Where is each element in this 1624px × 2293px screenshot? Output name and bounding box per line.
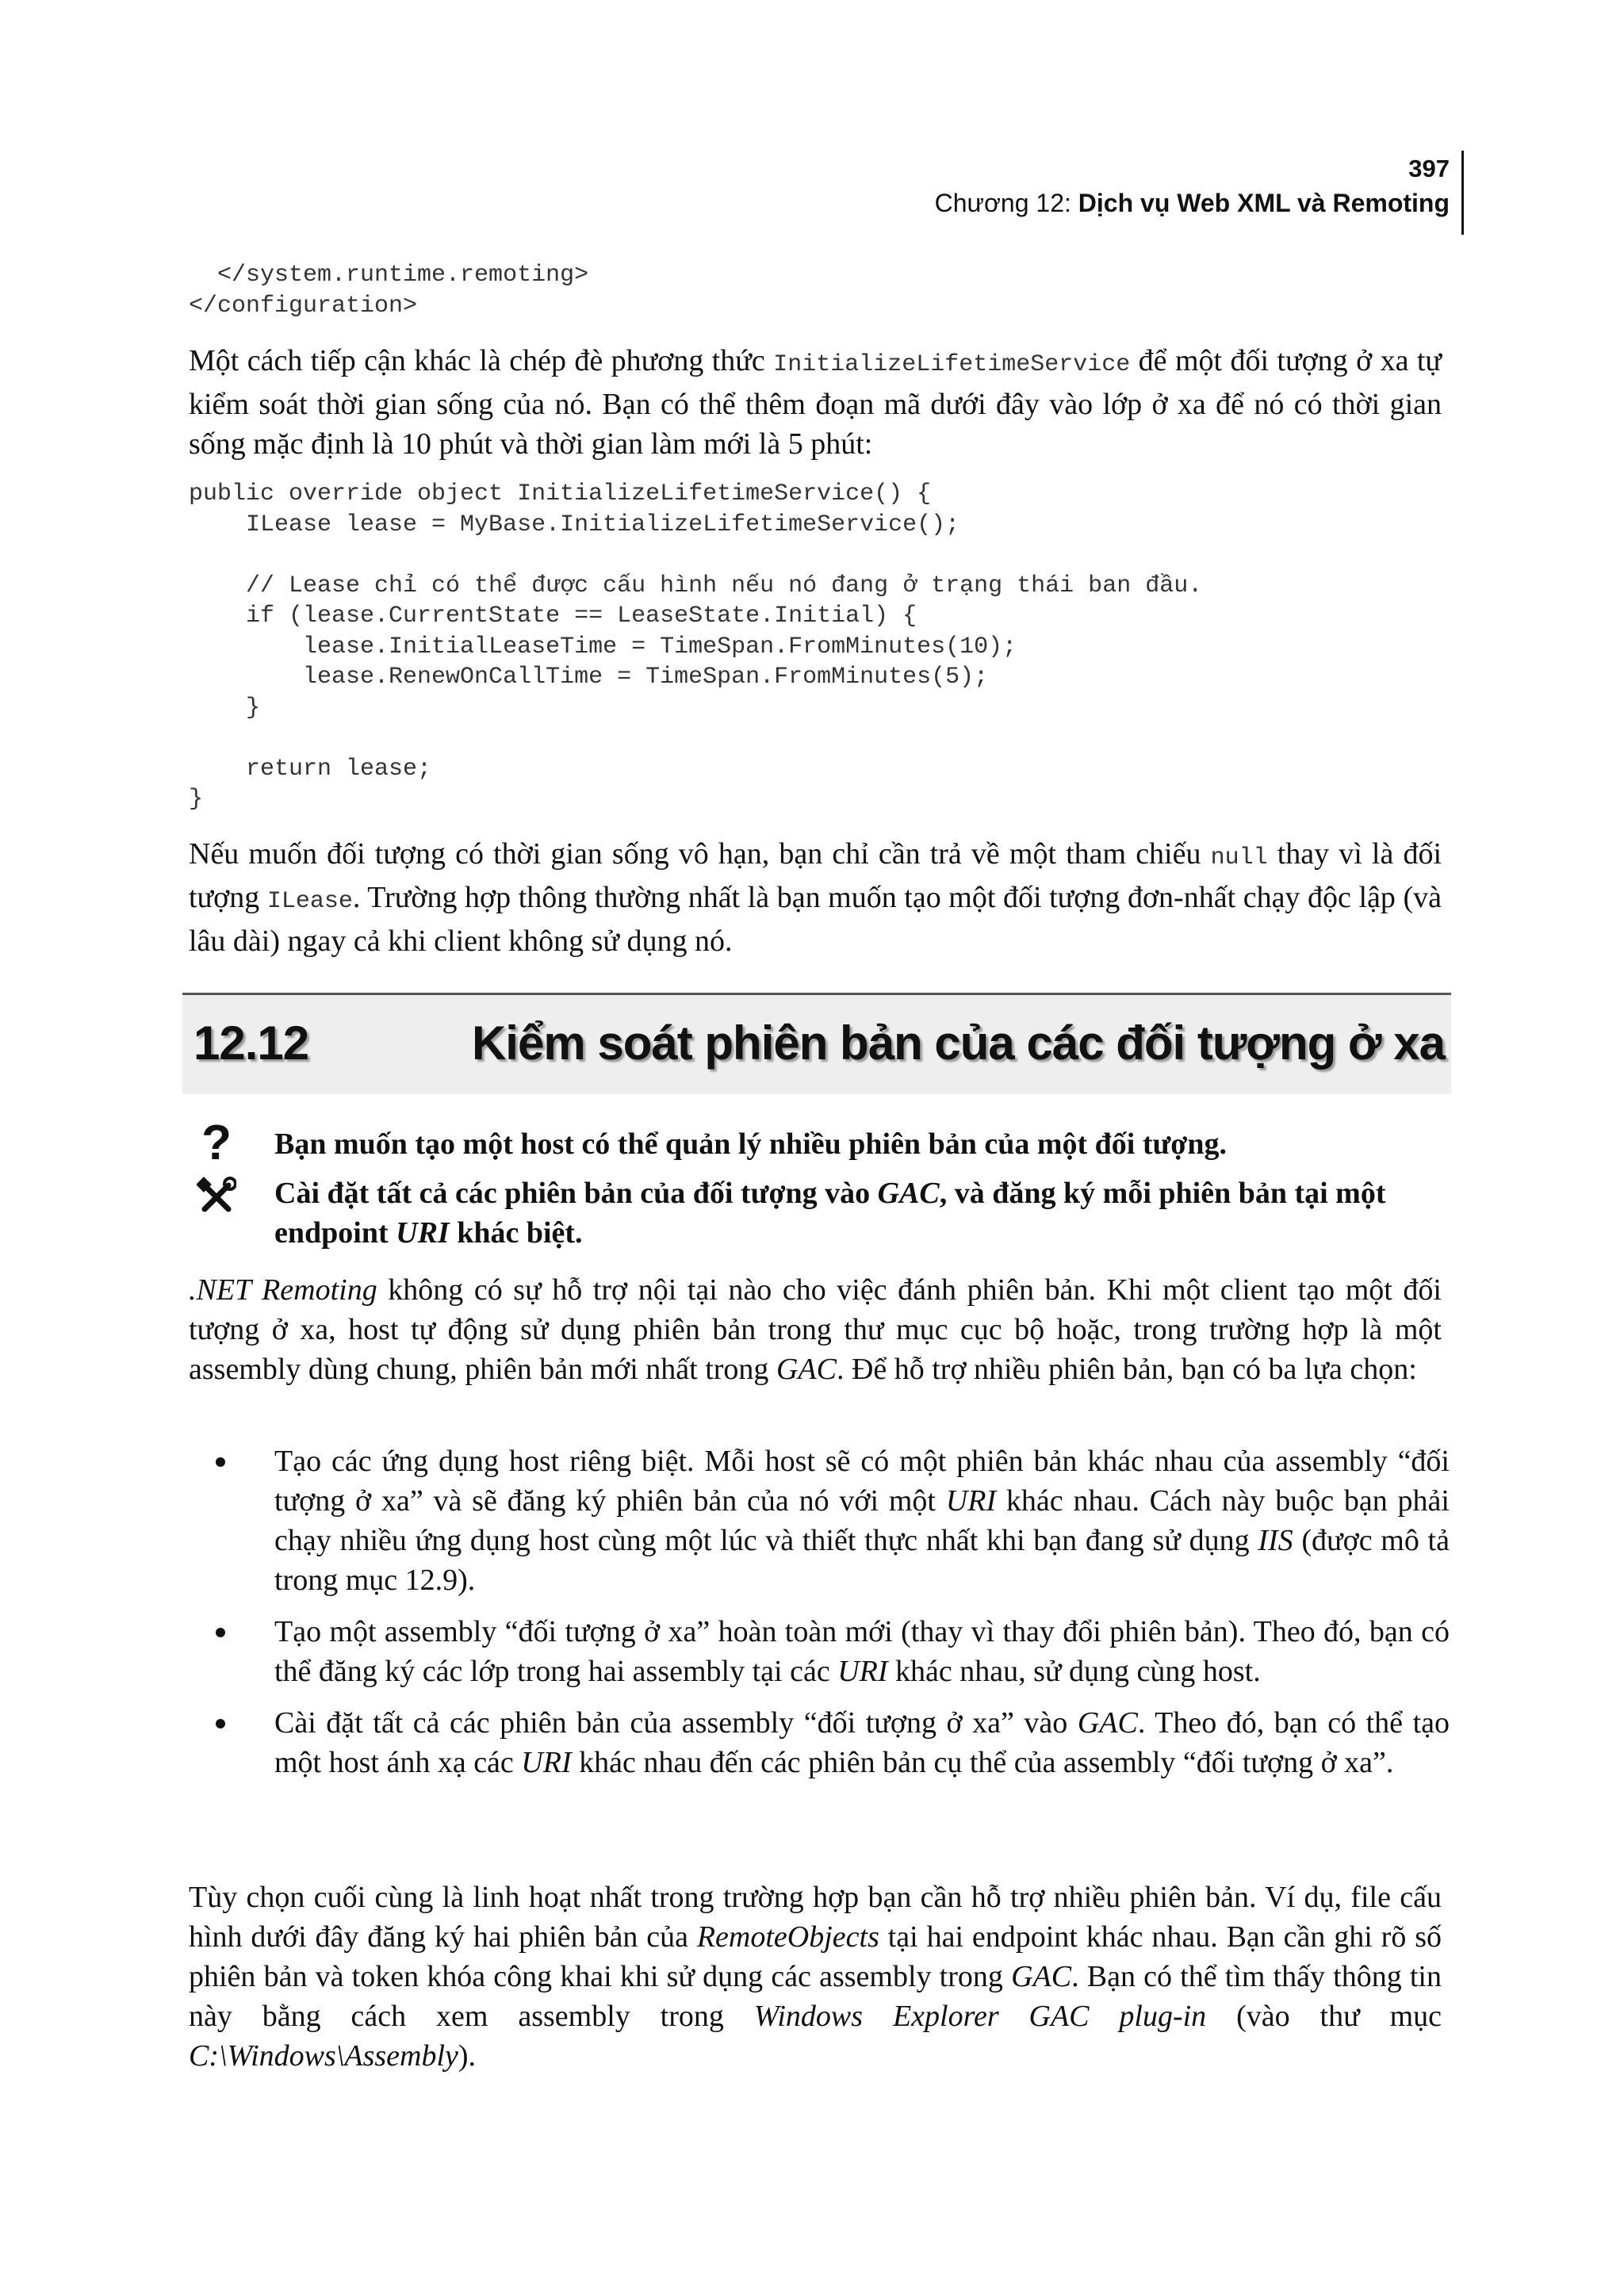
list-item: Tạo các ứng dụng host riêng biệt. Mỗi host sẽ có một phiên bản khác nhau của assembly “đối tượng ở xa” và sẽ đăng ký phiên bản của nó với một URI khác nhau. Cách này buộc bạn phải chạy nhiều ứng dụng host cùng một lúc và thiết thực nhất khi bạn đang sử dụng IIS (được mô tả trong mục 12.9).: [189, 1441, 1450, 1600]
options-list: [189, 1441, 1450, 1794]
problem-statement: ? Bạn muốn tạo một host có thể quản lý nhiều phiên bản của một đối tượng.: [189, 1124, 1450, 1164]
code-block-lifetime-service: public override object InitializeLifetimeService() { ILease lease = MyBase.InitializeLifetimeService(); // Lease chỉ có thể được cấu hình nếu nó đang ở trạng thái ban đầu. if (lease.CurrentState == LeaseState.Initial) { lease.InitialLeaseTime = TimeSpan.FromMinutes(10); lease.RenewOnCallTime = TimeSpan.FromMinutes(5); } return lease; }: [189, 480, 1203, 813]
solution-statement: Cài đặt tất cả các phiên bản của đối tượng vào GAC, và đăng ký mỗi phiên bản tại một endpoint URI khác biệt.: [189, 1173, 1450, 1253]
svg-text:?: ?: [201, 1121, 232, 1166]
paragraph-override-lifetime: Một cách tiếp cận khác là chép đè phương thức InitializeLifetimeService để một đối tượng ở xa tự kiểm soát thời gian sống của nó. Bạn có thể thêm đoạn mã dưới đây vào lớp ở xa để nó có thời gian sống mặc định là 10 phút và thời gian làm mới là 5 phút:: [189, 344, 1442, 461]
paragraph-last-option: Tùy chọn cuối cùng là linh hoạt nhất trong trường hợp bạn cần hỗ trợ nhiều phiên bản. Ví dụ, file cấu hình dưới đây đăng ký hai phiên bản của RemoteObjects tại hai endpoint khác nhau. Bạn cần ghi rõ số phiên bản và token khóa công khai khi sử dụng các assembly trong GAC. Bạn có thể tìm thấy thông tin này bằng cách xem assembly trong Windows Explorer GAC plug-in (vào thư mục C:\Windows\Assembly).: [189, 1881, 1442, 2073]
page-number: 397: [1408, 155, 1450, 182]
bullet: [216, 1457, 225, 1467]
question-mark-icon: [197, 1121, 236, 1166]
code-block-config-end: </system.runtime.remoting> </configuration>: [189, 262, 589, 320]
list-item: Tạo một assembly “đối tượng ở xa” hoàn toàn mới (thay vì thay đổi phiên bản). Theo đó, bạn có thể đăng ký các lớp trong hai assembly tại các URI khác nhau, sử dụng cùng host.: [189, 1612, 1450, 1691]
running-header: [935, 153, 1450, 221]
tools-icon: [197, 1175, 236, 1219]
chapter-title: Chương 12: Dịch vụ Web XML và Remoting: [934, 189, 1450, 217]
list-item: Cài đặt tất cả các phiên bản của assembly “đối tượng ở xa” vào GAC. Theo đó, bạn có thể tạo một host ánh xạ các URI khác nhau đến các phiên bản cụ thể của assembly “đối tượng ở xa”.: [189, 1703, 1450, 1782]
paragraph-infinite-lifetime: Nếu muốn đối tượng có thời gian sống vô hạn, bạn chỉ cần trả về một tham chiếu null thay vì là đối tượng ILease. Trường hợp thông thường nhất là bạn muốn tạo một đối tượng đơn-nhất chạy độc lập (và lâu dài) ngay cả khi client không sử dụng nó.: [189, 837, 1442, 958]
bullet: [216, 1719, 225, 1728]
paragraph-net-remoting: .NET Remoting không có sự hỗ trợ nội tại nào cho việc đánh phiên bản. Khi một client tạo một đối tượng ở xa, host tự động sử dụng phiên bản trong thư mục cục bộ hoặc, trong trường hợp là một assembly dùng chung, phiên bản mới nhất trong GAC. Để hỗ trợ nhiều phiên bản, bạn có ba lựa chọn:: [189, 1273, 1442, 1386]
section-heading: [182, 993, 1451, 1094]
header-divider: [1461, 151, 1464, 235]
section-number: 12.12: [193, 1016, 309, 1070]
section-title: Kiểm soát phiên bản của các đối tượng ở xa: [471, 1016, 1445, 1070]
bullet: [216, 1628, 225, 1637]
